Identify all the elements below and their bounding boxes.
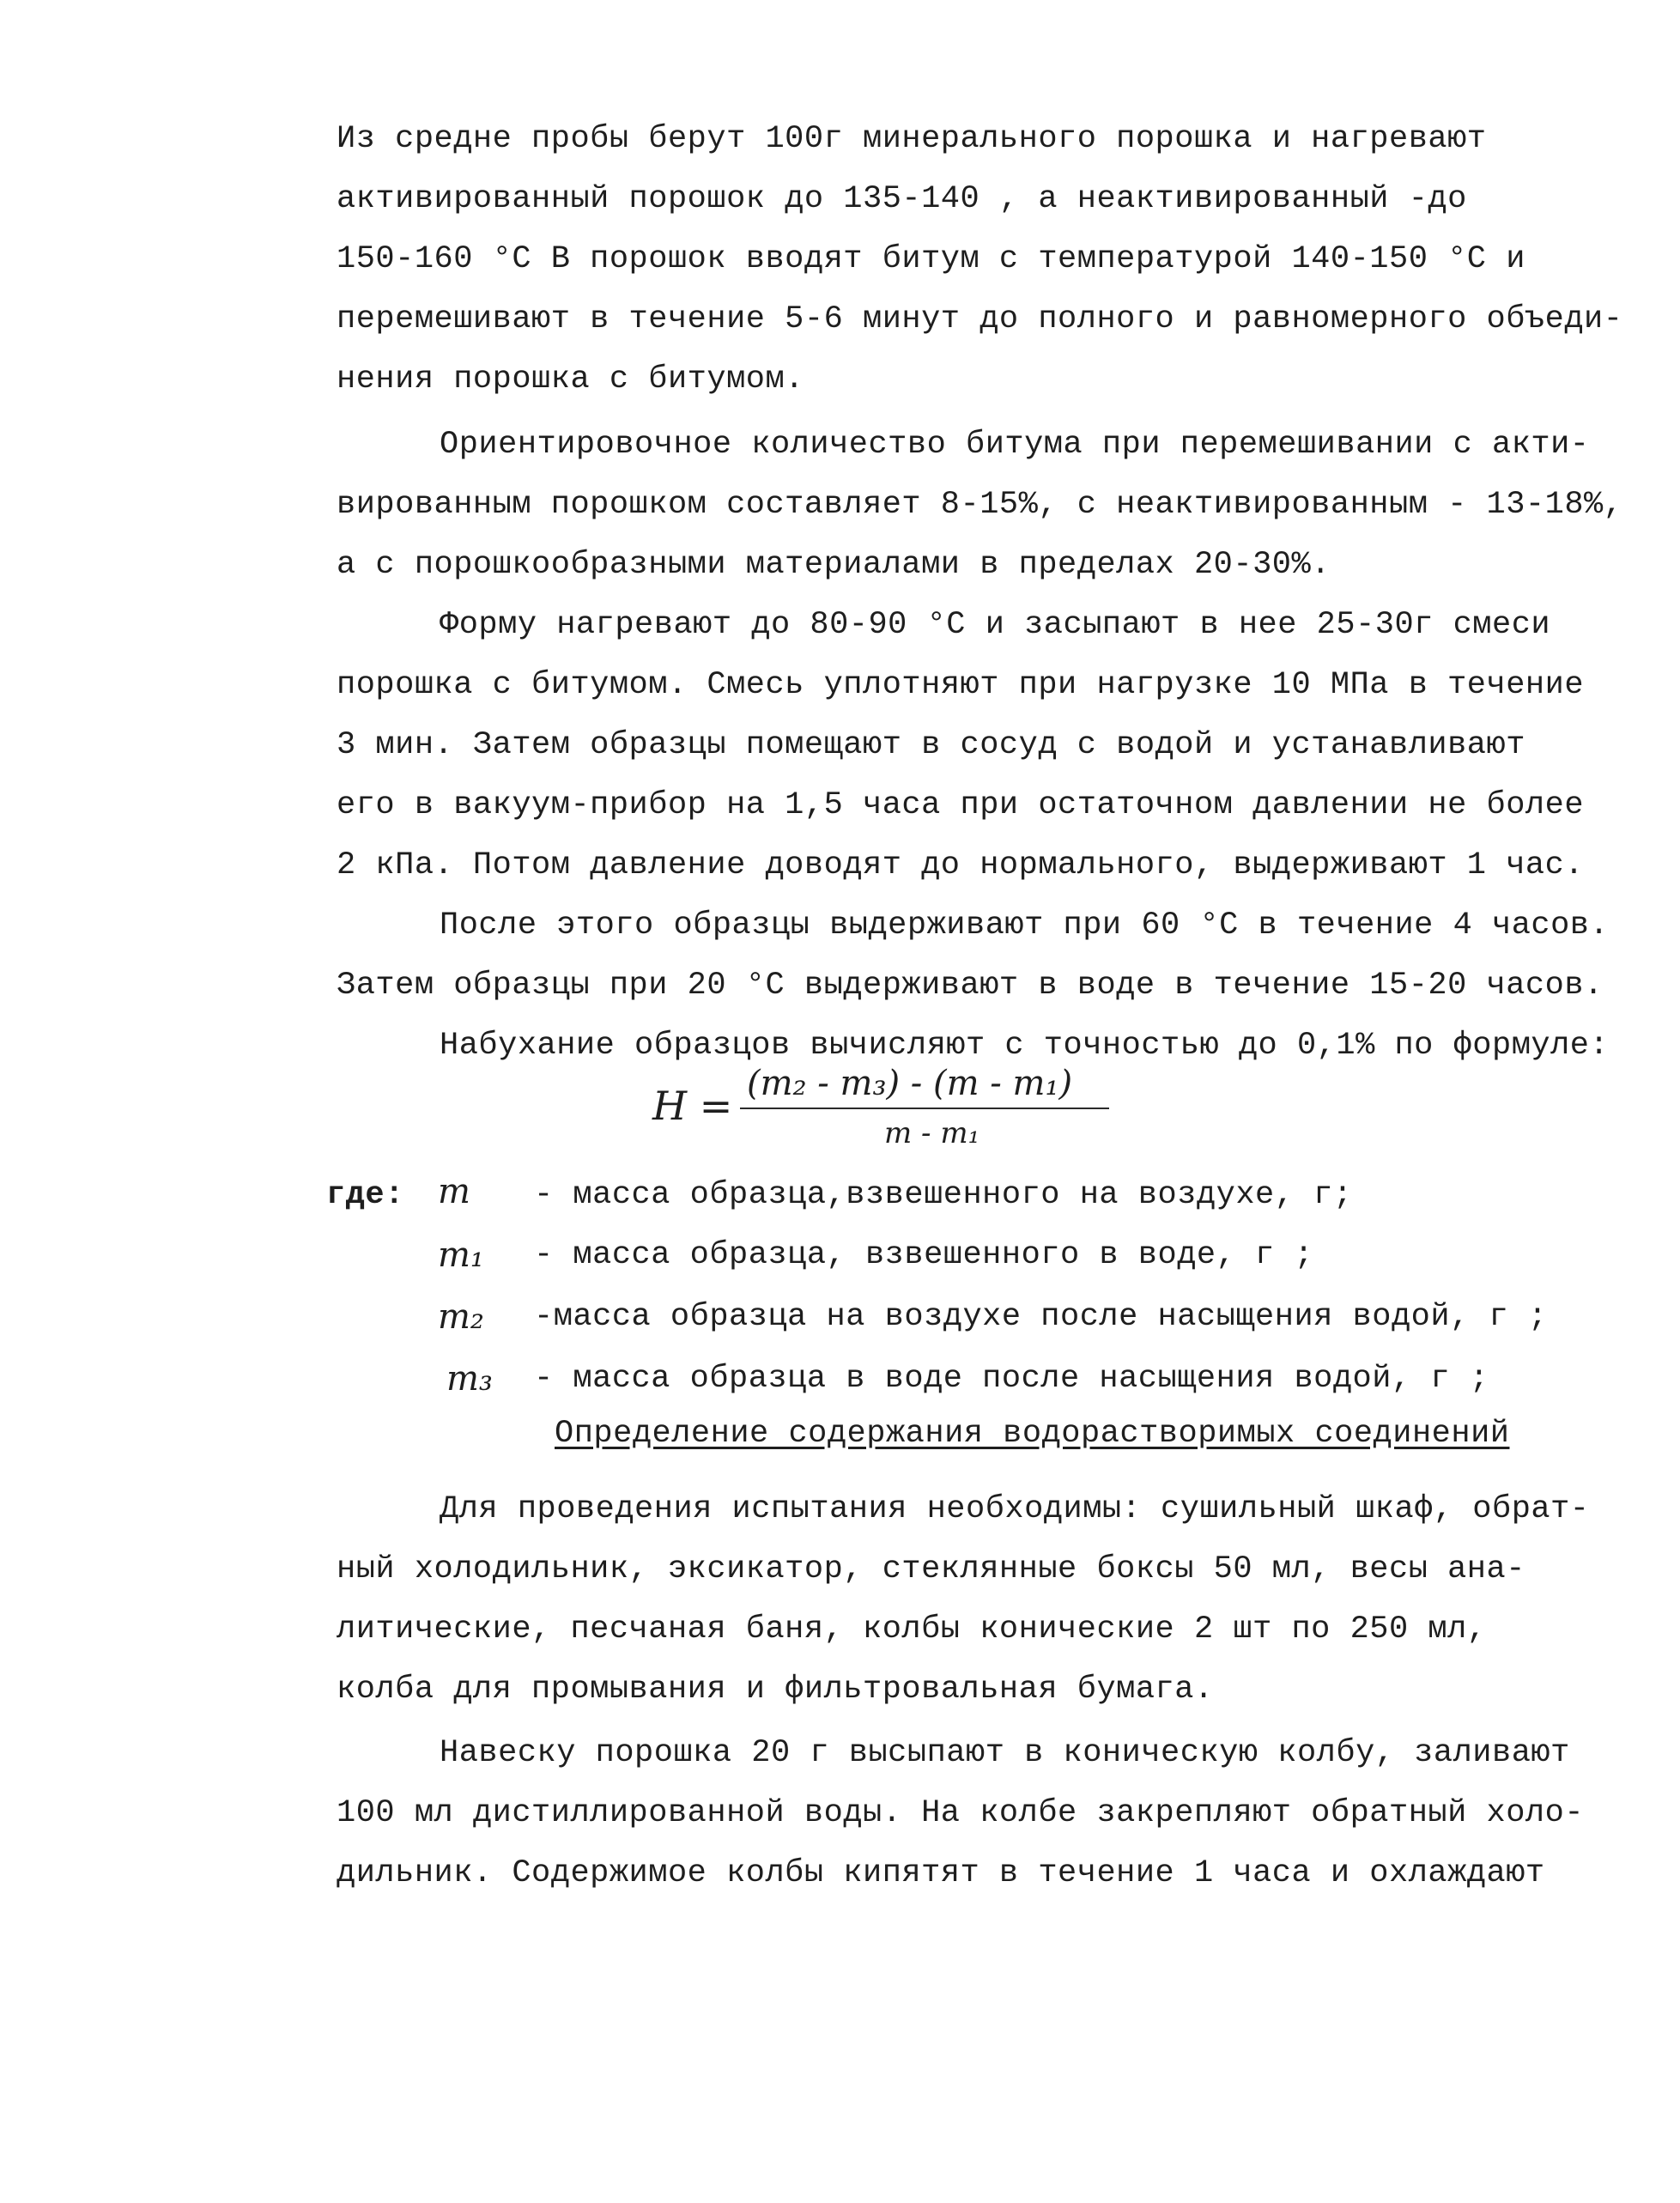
paragraph5-line-4: колба для промывания и фильтровальная бумага. (337, 1672, 1214, 1708)
paragraph2-line-2: вированным порошком составляет 8-15%, с неактивированным - 13-18%, (337, 487, 1623, 523)
paragraph4-line-1: После этого образцы выдерживают при 60 °С в течение 4 часов. (440, 907, 1610, 944)
formula-lhs: H = (652, 1083, 733, 1129)
fraction-bar (740, 1108, 1109, 1109)
where-text-m: - масса образца,взвешенного на воздухе, г; (534, 1177, 1353, 1213)
paragraph1-line-3: 150-160 °С В порошок вводят битум с температурой 140-150 °С и (337, 241, 1525, 277)
paragraph1-line-1: Из средне пробы берут 100г минерального порошка и нагревают (337, 121, 1487, 157)
paragraph2-line-3: а с порошкообразными материалами в пределах 20-30%. (337, 547, 1331, 583)
paragraph1-line-5: нения порошка с битумом. (337, 361, 804, 398)
where-symbol-m1: m₁ (438, 1235, 484, 1275)
paragraph3-line-5: 2 кПа. Потом давление доводят до нормального, выдерживают 1 час. (337, 847, 1585, 883)
section-heading: Определение содержания водорастворимых соединений (555, 1416, 1510, 1452)
paragraph4-line-3: Набухание образцов вычисляют с точностью до 0,1% по формуле: (440, 1028, 1610, 1064)
paragraph1-line-4: перемешивают в течение 5-6 минут до полного и равномерного объеди- (337, 301, 1623, 337)
formula-numerator: (m₂ - m₃) - (m - m₁) (747, 1064, 1073, 1103)
paragraph5-line-2: ный холодильник, эксикатор, стеклянные боксы 50 мл, весы ана- (337, 1551, 1525, 1587)
where-text-m2: -масса образца на воздухе после насыщения водой, г ; (534, 1299, 1548, 1335)
paragraph3-line-4: его в вакуум-прибор на 1,5 часа при остаточном давлении не более (337, 787, 1585, 823)
formula-denominator: m - m₁ (884, 1116, 980, 1150)
where-text-m3: - масса образца в воде после насыщения водой, г ; (534, 1361, 1489, 1397)
paragraph6-line-1: Навеску порошка 20 г высыпают в коническую колбу, заливают (440, 1735, 1570, 1771)
where-symbol-m2: m₂ (438, 1297, 484, 1337)
paragraph3-line-1: Форму нагревают до 80-90 °С и засыпают в нее 25-30г смеси (440, 607, 1551, 643)
paragraph1-line-2: активированный порошок до 135-140 , а неактивированный -до (337, 181, 1467, 217)
where-symbol-m: m (438, 1172, 470, 1211)
paragraph2-line-1: Ориентировочное количество битума при перемешивании с акти- (440, 427, 1590, 463)
paragraph6-line-2: 100 мл дистиллированной воды. На колбе закрепляют обратный холо- (337, 1795, 1585, 1831)
where-label: где: (326, 1177, 404, 1213)
paragraph4-line-2: Затем образцы при 20 °С выдерживают в воде в течение 15-20 часов. (337, 968, 1604, 1004)
where-text-m1: - масса образца, взвешенного в воде, г ; (534, 1237, 1314, 1273)
where-symbol-m3: m₃ (446, 1359, 493, 1399)
paragraph3-line-2: порошка с битумом. Смесь уплотняют при нагрузке 10 МПа в течение (337, 667, 1585, 703)
paragraph6-line-3: дильник. Содержимое колбы кипятят в течение 1 часа и охлаждают (337, 1855, 1545, 1891)
paragraph3-line-3: 3 мин. Затем образцы помещают в сосуд с водой и устанавливают (337, 727, 1525, 763)
paragraph5-line-3: литические, песчаная баня, колбы конические 2 шт по 250 мл, (337, 1611, 1487, 1648)
paragraph5-line-1: Для проведения испытания необходимы: сушильный шкаф, обрат- (440, 1491, 1590, 1527)
